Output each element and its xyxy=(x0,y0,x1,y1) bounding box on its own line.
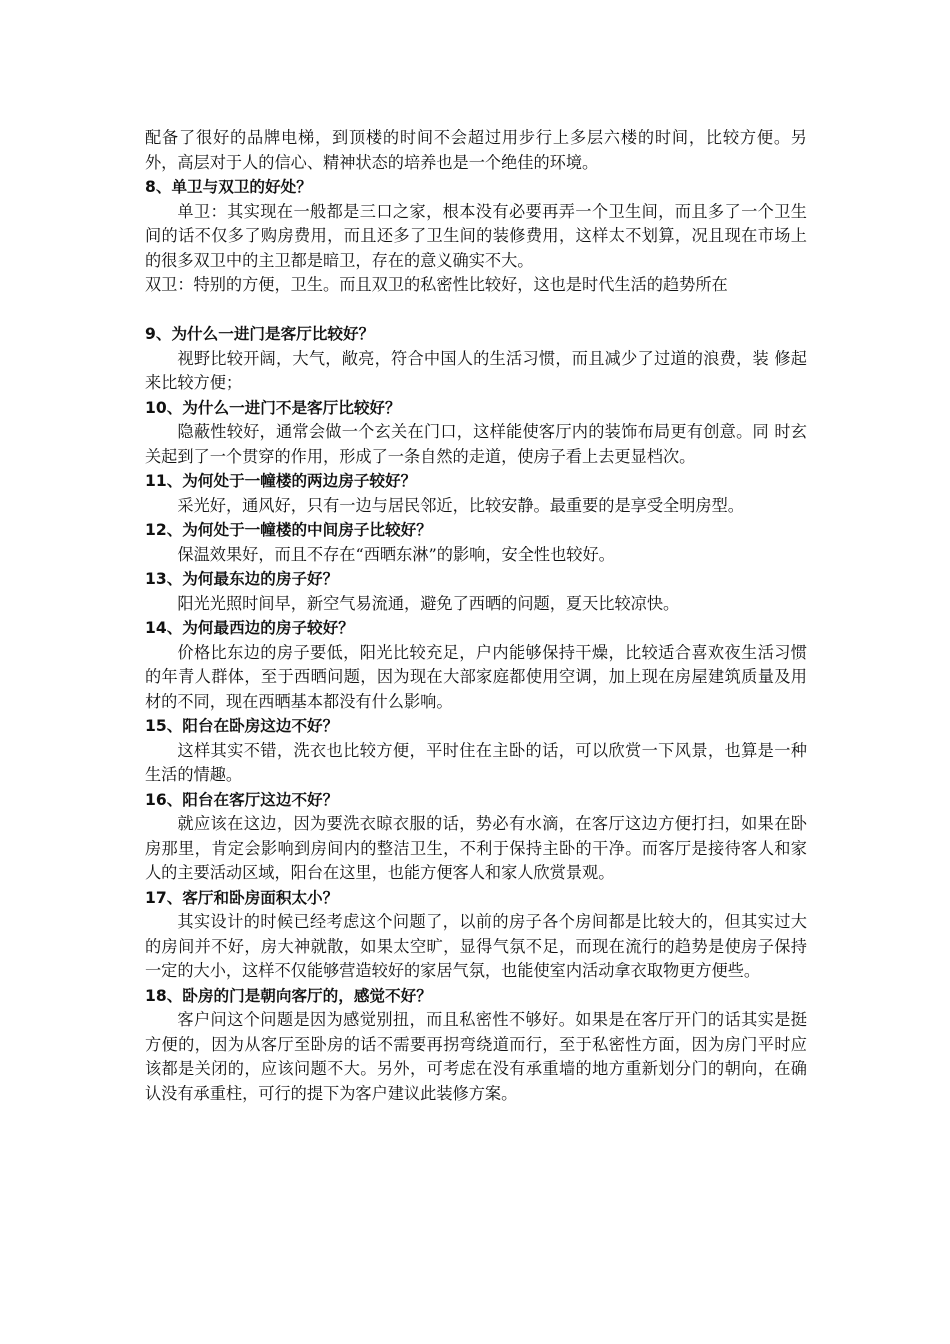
intro-paragraph: 配备了很好的品牌电梯，到顶楼的时间不会超过用步行上多层六楼的时间，比较方便。另外，高层对于人的信心、精神状态的培养也是一个绝佳的环境。 xyxy=(145,128,807,172)
section-heading: 9、为什么一进门是客厅比较好？ xyxy=(145,325,375,343)
section-heading: 12、为何处于一幢楼的中间房子比较好？ xyxy=(145,521,432,539)
section-heading: 15、阳台在卧房这边不好？ xyxy=(145,717,339,735)
blank-line xyxy=(145,298,807,323)
section-11 xyxy=(145,469,807,518)
section-paragraph: 双卫：特别的方便，卫生。而且双卫的私密性比较好，这也是时代生活的趋势所在 xyxy=(145,275,728,294)
section-paragraph: 价格比东边的房子要低，阳光比较充足，户内能够保持干燥，比较适合喜欢夜生活习惯的年青人群体，至于西晒问题，因为现在大部家庭都使用空调，加上现在房屋建筑质量及用材的不同，现在西晒基本都没有什么影响。 xyxy=(145,642,807,711)
section-heading: 17、客厅和卧房面积太小？ xyxy=(145,888,339,907)
section-heading: 11、为何处于一幢楼的两边房子较好？ xyxy=(145,472,417,490)
section-8 xyxy=(145,175,807,322)
section-15 xyxy=(145,714,807,788)
section-10 xyxy=(145,396,807,470)
section-heading: 14、为何最西边的房子较好？ xyxy=(145,619,354,637)
section-paragraph: 隐蔽性较好，通常会做一个玄关在门口，这样能使客厅内的装饰布局更有创意。同 时玄关起到了一个贯穿的作用，形成了一条自然的走道，使房子看上去更显档次。 xyxy=(145,422,807,466)
section-paragraph: 采光好，通风好，只有一边与居民邻近，比较安静。最重要的是享受全明房型。 xyxy=(177,495,744,515)
section-17 xyxy=(145,886,807,984)
section-9 xyxy=(145,322,807,396)
section-heading: 16、阳台在客厅这边不好？ xyxy=(145,790,339,809)
document-page xyxy=(145,126,807,1106)
section-13 xyxy=(145,567,807,616)
section-paragraph: 阳光光照时间早，新空气易流通，避免了西晒的问题，夏天比较凉快。 xyxy=(177,593,680,613)
section-heading: 8、单卫与双卫的好处？ xyxy=(145,178,312,196)
section-paragraph: 这样其实不错，洗衣也比较方便，平时住在主卧的话，可以欣赏一下风景，也算是一种生活的情趣。 xyxy=(145,740,807,784)
section-heading: 10、为什么一进门不是客厅比较好？ xyxy=(145,398,401,417)
section-14 xyxy=(145,616,807,714)
section-paragraph: 保温效果好，而且不存在“西晒东淋”的影响，安全性也较好。 xyxy=(177,544,615,564)
section-18 xyxy=(145,984,807,1107)
section-paragraph: 客户问这个问题是因为感觉别扭，而且私密性不够好。如果是在客厅开门的话其实是挺方便的，因为从客厅至卧房的话不需要再拐弯绕道而行，至于私密性方面，因为房门平时应该都是关闭的，应该问题不大。另外，可考虑在没有承重墙的地方重新划分门的朝向，在确认没有承重柱，可行的提下为客户建议此装修方案。 xyxy=(145,1010,807,1103)
section-heading: 13、为何最东边的房子好？ xyxy=(145,570,339,588)
section-heading: 18、卧房的门是朝向客厅的，感觉不好？ xyxy=(145,986,432,1005)
section-12 xyxy=(145,518,807,567)
section-paragraph: 单卫：其实现在一般都是三口之家，根本没有必要再弄一个卫生间，而且多了一个卫生间的话不仅多了购房费用，而且还多了卫生间的装修费用，这样太不划算，况且现在市场上的很多双卫中的主卫都是暗卫，存在的意义确实不大。 xyxy=(145,201,807,270)
section-16 xyxy=(145,788,807,886)
section-paragraph: 就应该在这边，因为要洗衣晾衣服的话，势必有水滴，在客厅这边方便打扫，如果在卧房那里，肯定会影响到房间内的整洁卫生，不利于保持主卧的干净。而客厅是接待客人和家人的主要活动区域，阳台在这里，也能方便客人和家人欣赏景观。 xyxy=(145,814,807,882)
section-paragraph: 其实设计的时候已经考虑这个问题了，以前的房子各个房间都是比较大的，但其实过大的房间并不好，房大神就散，如果太空旷，显得气氛不足，而现在流行的趋势是使房子保持一定的大小，这样不仅能够营造较好的家居气氛，也能使室内活动拿衣取物更方便些。 xyxy=(145,912,807,980)
section-paragraph: 视野比较开阔，大气，敞亮，符合中国人的生活习惯，而且减少了过道的浪费，装 修起来比较方便； xyxy=(145,348,807,392)
